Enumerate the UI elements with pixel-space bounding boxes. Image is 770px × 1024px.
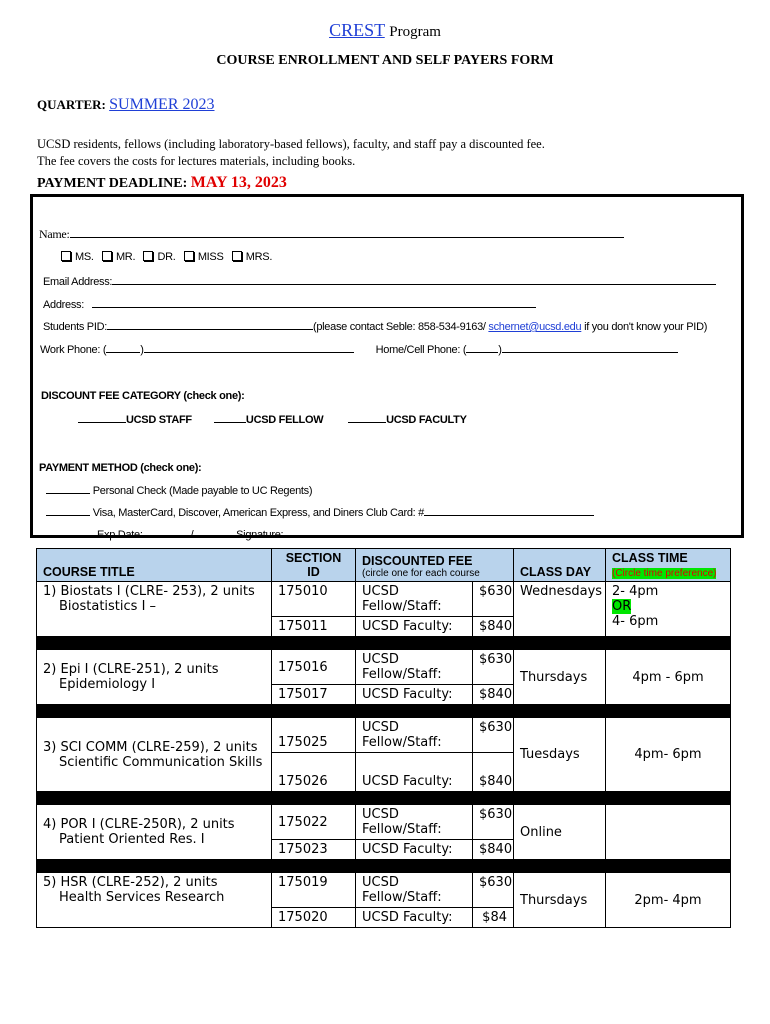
email-label: Email Address: bbox=[43, 276, 113, 288]
table-header-row bbox=[37, 549, 731, 582]
exp-label: Exp Date: bbox=[97, 529, 143, 541]
work-phone-field[interactable] bbox=[144, 342, 354, 353]
section-id-cell[interactable]: 175016 bbox=[272, 650, 356, 685]
header-course-title: COURSE TITLE bbox=[37, 549, 272, 582]
pid-label: Students PID: bbox=[43, 321, 107, 333]
work-area-code-field[interactable] bbox=[106, 342, 140, 353]
header-class-time: CLASS TIME (Circle time preference) bbox=[606, 549, 731, 582]
separator-row bbox=[37, 860, 731, 873]
checkbox-icon[interactable] bbox=[143, 251, 153, 261]
section-id-cell[interactable]: 175026 bbox=[272, 753, 356, 792]
home-phone-field[interactable] bbox=[502, 342, 678, 353]
fee-label-cell: UCSD Fellow/Staff: bbox=[356, 650, 473, 685]
quarter-label: QUARTER: bbox=[37, 97, 106, 112]
form-title: COURSE ENROLLMENT AND SELF PAYERS FORM bbox=[216, 53, 554, 68]
work-phone-label: Work Phone: ( bbox=[40, 344, 107, 356]
table-row bbox=[37, 650, 731, 685]
title-dr[interactable]: DR. bbox=[143, 251, 175, 263]
pid-email-link[interactable]: schernet@ucsd.edu bbox=[488, 321, 582, 333]
discount-fellow: UCSD FELLOW bbox=[245, 414, 324, 426]
table-row bbox=[37, 718, 731, 753]
faculty-check-field[interactable] bbox=[348, 412, 386, 423]
payment-heading: PAYMENT METHOD (check one): bbox=[39, 462, 202, 474]
course-title-cell: 3) SCI COMM (CLRE-259), 2 units Scientific Communication Skills bbox=[37, 718, 272, 792]
program-word: Program bbox=[389, 24, 441, 40]
fee-note: (circle one for each course bbox=[362, 568, 480, 579]
class-day-cell: Online bbox=[514, 805, 606, 860]
course-title-cell: 1) Biostats I (CLRE- 253), 2 units Biostatistics I – bbox=[37, 582, 272, 637]
fee-value-cell[interactable]: $630 bbox=[473, 582, 514, 617]
phone-row bbox=[40, 342, 678, 356]
time-note: (Circle time preference) bbox=[612, 568, 717, 579]
payment-card-label: Visa, MasterCard, Discover, American Express, and Diners Club Card: # bbox=[92, 507, 425, 519]
fee-label-cell: UCSD Fellow/Staff: bbox=[356, 873, 473, 908]
class-time-cell[interactable]: 4pm- 6pm bbox=[606, 718, 731, 792]
card-option-field[interactable] bbox=[46, 505, 90, 516]
fee-label-cell: UCSD Faculty: bbox=[356, 908, 473, 928]
course-title-cell: 5) HSR (CLRE-252), 2 units Health Services Research bbox=[37, 873, 272, 928]
header-section-id: SECTION ID bbox=[272, 549, 356, 582]
payment-check-row bbox=[46, 483, 312, 497]
exp-row bbox=[97, 527, 619, 541]
email-row bbox=[43, 274, 716, 288]
crest-link[interactable]: CREST bbox=[329, 20, 385, 40]
fee-label-cell: UCSD Fellow/Staff: bbox=[356, 718, 473, 753]
fee-label-cell: UCSD Fellow/Staff: bbox=[356, 582, 473, 617]
header-discounted-fee: DISCOUNTED FEE (circle one for each course bbox=[356, 549, 514, 582]
course-title-cell: 2) Epi I (CLRE-251), 2 units Epidemiology I bbox=[37, 650, 272, 705]
course-table bbox=[36, 548, 731, 928]
intro-text-1: UCSD residents, fellows (including laboratory-based fellows), faculty, and staff pay a discounted fee. bbox=[37, 137, 545, 151]
intro-text-2: The fee covers the costs for lectures materials, including books. bbox=[37, 154, 356, 168]
deadline-date: MAY 13, 2023 bbox=[190, 174, 287, 191]
paren-close: ) bbox=[498, 344, 502, 356]
section-id-cell[interactable]: 175010 bbox=[272, 582, 356, 617]
title-ms[interactable]: MS. bbox=[61, 251, 94, 263]
class-time-cell[interactable]: 4pm - 6pm bbox=[606, 650, 731, 705]
separator-row bbox=[37, 705, 731, 718]
table-row bbox=[37, 582, 731, 617]
fellow-check-field[interactable] bbox=[214, 412, 246, 423]
payment-deadline bbox=[37, 174, 287, 192]
fee-value-cell[interactable]: $84 bbox=[473, 908, 514, 928]
fee-label-cell: UCSD Faculty: bbox=[356, 840, 473, 860]
section-id-cell[interactable]: 175022 bbox=[272, 805, 356, 840]
pid-note-end: if you don't know your PID) bbox=[581, 321, 708, 333]
name-field[interactable] bbox=[70, 227, 624, 238]
time-option[interactable]: 4- 6pm bbox=[612, 614, 659, 629]
check-option-field[interactable] bbox=[46, 483, 90, 494]
checkbox-icon[interactable] bbox=[61, 251, 71, 261]
fee-label-cell: UCSD Faculty: bbox=[356, 753, 473, 792]
checkbox-icon[interactable] bbox=[184, 251, 194, 261]
fee-label-cell: UCSD Faculty: bbox=[356, 617, 473, 637]
section-id-cell[interactable]: 175025 bbox=[272, 718, 356, 753]
exp-year-field[interactable] bbox=[193, 527, 233, 538]
class-day-cell: Thursdays bbox=[514, 873, 606, 928]
section-id-cell[interactable]: 175020 bbox=[272, 908, 356, 928]
header-class-day: CLASS DAY bbox=[514, 549, 606, 582]
table-row bbox=[37, 805, 731, 840]
time-or: OR bbox=[612, 599, 632, 614]
fee-value-cell[interactable]: $630 bbox=[473, 873, 514, 908]
checkbox-icon[interactable] bbox=[102, 251, 112, 261]
enrollment-form-box bbox=[30, 194, 744, 541]
name-label: Name: bbox=[39, 227, 70, 241]
section-id-cell[interactable]: 175017 bbox=[272, 685, 356, 705]
pid-field[interactable] bbox=[107, 319, 313, 330]
home-area-code-field[interactable] bbox=[466, 342, 498, 353]
title-mrs[interactable]: MRS. bbox=[232, 251, 272, 263]
program-title bbox=[0, 20, 770, 41]
title-options bbox=[61, 251, 272, 263]
fee-value-cell[interactable]: $840 bbox=[473, 685, 514, 705]
title-miss[interactable]: MISS bbox=[184, 251, 224, 263]
deadline-label: PAYMENT DEADLINE: bbox=[37, 176, 188, 191]
address-label: Address: bbox=[43, 299, 85, 311]
payment-card-row bbox=[46, 505, 594, 519]
section-id-cell[interactable]: 175023 bbox=[272, 840, 356, 860]
separator-row bbox=[37, 637, 731, 650]
title-mr[interactable]: MR. bbox=[102, 251, 135, 263]
separator-row bbox=[37, 792, 731, 805]
card-number-field[interactable] bbox=[424, 505, 594, 516]
exp-month-field[interactable] bbox=[143, 527, 191, 538]
discount-heading: DISCOUNT FEE CATEGORY (check one): bbox=[41, 390, 245, 402]
fee-value-cell[interactable]: $840 bbox=[473, 753, 514, 792]
signature-label: Signature: bbox=[236, 529, 284, 541]
fee-value-cell[interactable]: $630 bbox=[473, 805, 514, 840]
exp-slash: / bbox=[190, 529, 194, 541]
pid-row bbox=[43, 319, 707, 333]
checkbox-icon[interactable] bbox=[232, 251, 242, 261]
course-title-cell: 4) POR I (CLRE-250R), 2 units Patient Oriented Res. I bbox=[37, 805, 272, 860]
fee-label-cell: UCSD Faculty: bbox=[356, 685, 473, 705]
quarter-line bbox=[37, 96, 215, 114]
address-row bbox=[43, 297, 536, 311]
fee-value-cell[interactable]: $840 bbox=[473, 840, 514, 860]
paren-close: ) bbox=[140, 344, 144, 356]
table-row bbox=[37, 873, 731, 908]
pid-note: (please contact Seble: 858-534-9163/ bbox=[312, 321, 489, 333]
home-phone-label: Home/Cell Phone: ( bbox=[375, 344, 467, 356]
payment-check-label: Personal Check (Made payable to UC Regents) bbox=[92, 485, 313, 497]
signature-field[interactable] bbox=[283, 527, 619, 538]
class-day-cell: Tuesdays bbox=[514, 718, 606, 792]
discount-options bbox=[78, 412, 467, 426]
staff-check-field[interactable] bbox=[78, 412, 126, 423]
fee-value-cell[interactable]: $840 bbox=[473, 617, 514, 637]
fee-value-cell[interactable]: $630 bbox=[473, 718, 514, 753]
discount-staff: UCSD STAFF bbox=[126, 414, 192, 426]
class-day-cell: Wednesdays bbox=[514, 582, 606, 637]
fee-value-cell[interactable]: $630 bbox=[473, 650, 514, 685]
time-option[interactable]: 2- 4pm bbox=[612, 584, 659, 599]
discount-faculty: UCSD FACULTY bbox=[386, 414, 467, 426]
class-time-cell bbox=[606, 582, 731, 637]
address-field[interactable] bbox=[92, 297, 536, 308]
class-time-cell[interactable] bbox=[606, 805, 731, 860]
fee-label-cell: UCSD Fellow/Staff: bbox=[356, 805, 473, 840]
section-id-cell[interactable]: 175019 bbox=[272, 873, 356, 908]
class-time-cell[interactable]: 2pm- 4pm bbox=[606, 873, 731, 928]
name-row bbox=[39, 227, 624, 242]
email-field[interactable] bbox=[112, 274, 716, 285]
section-id-cell[interactable]: 175011 bbox=[272, 617, 356, 637]
class-day-cell: Thursdays bbox=[514, 650, 606, 705]
quarter-value[interactable]: SUMMER 2023 bbox=[109, 96, 215, 113]
